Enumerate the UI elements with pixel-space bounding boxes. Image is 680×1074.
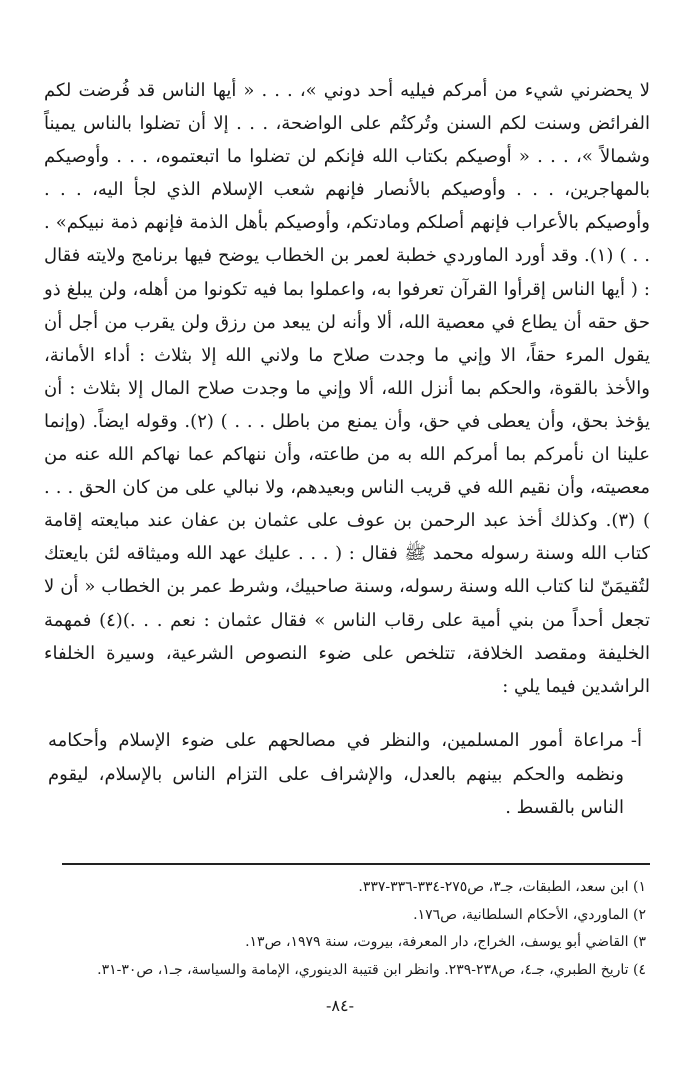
list-item-marker: أ-: [630, 730, 642, 751]
footnote-2: ٢) الماوردي، الأحكام السلطانية، ص١٧٦.: [413, 906, 646, 923]
footnote-divider: [62, 863, 650, 865]
footnote-4: ٤) تاريخ الطبري، جـ٤، ص٢٣٨-٢٣٩. وانظر ابن قتيبة الدينوري، الإمامة والسياسة، جـ١، ص٣٠-٣١.: [97, 961, 646, 978]
footnote-1: ١) ابن سعد، الطبقات، جـ٣، ص٢٧٥-٣٣٤-٣٣٦-٣٣٧.: [358, 879, 646, 895]
list-item: [48, 724, 642, 825]
page-number: -٨٤-: [326, 996, 354, 1015]
paragraph: لا يحضرني شيء من أمركم فيليه أحد دوني »، . . . « أيها الناس قد فُرضت لكم الفرائض وسنت لكم السنن وتُركتُم على الواضحة، . . . إلا أن تضلوا بالناس يميناً وشمالاً »، . . . « أوصيكم بكتاب الله فإنكم لن تضلوا ما اتبعتموه، . . . وأوصيكم بالمهاجرين، . . . وأوصيكم بالأنصار فإنهم شعب الإسلام الذي لجأ اليه، . . . وأوصيكم بالأعراب فإنهم أصلكم ومادتكم، وأوصيكم بأهل الذمة فإنهم ذمة نبيكم» . . . ) (١). وقد أورد الماوردي خطبة لعمر بن الخطاب يوضح فيها برنامج ولايته فقال : ( أيها الناس إقرأوا القرآن تعرفوا به، واعملوا بما فيه تكونوا من أهله، ولن يبلغ ذو حق حقه أن يطاع في معصية الله، ألا وأنه لن يبعد من رزق ولن يقرب من أجل أن يقول المرء حقاً، الا وإني ما وجدت صلاح ما ولاني الله إلا بثلاث : أداء الأمانة، والأخذ بالقوة، والحكم بما أنزل الله، ألا وإني ما وجدت صلاح المال إلا بثلاث : أن يؤخذ بحق، وأن يعطى في حق، وأن يمنع من باطل . . . ) (٢). وقوله ايضاً. (وإنما علينا ان نأمركم بما أمركم الله به من طاعته، وأن ننهاكم عما نهاكم الله عنه من معصيته، وأن نقيم الله في قريب الناس وبعيدهم، ولا نبالي على من كان الحق . . . ) (٣). وكذلك أخذ عبد الرحمن بن عوف على عثمان بن عفان عند مبايعته إقامة كتاب الله وسنة رسوله محمد ﷺ فقال : ( . . . عليك عهد الله وميثاقه لئن بايعتك لتُقيمَنّ لنا كتاب الله وسنة رسوله، وسنة صاحبيك، وشرط عمر بن الخطاب « أن لا تجعل أحداً من بني أمية على رقاب الناس » فقال عثمان : نعم . . .)(٤) فمهمة الخليفة ومقصد الخلافة، تتلخص على ضوء النصوص الشرعية، وسيرة الخلفاء الراشدين فيما يلي :: [44, 80, 651, 697]
footnotes: [40, 874, 646, 984]
footnote-3: ٣) القاضي أبو يوسف، الخراج، دار المعرفة، بيروت، سنة ١٩٧٩، ص١٣.: [245, 934, 646, 950]
main-text: [44, 74, 650, 703]
list-item-text: مراعاة أمور المسلمين، والنظر في مصالحهم على ضوء الإسلام وأحكامه ونظمه والحكم بينهم بالعدل، والإشراف على التزام الناس بالإسلام، ليقوم الناس بالقسط .: [48, 730, 624, 818]
